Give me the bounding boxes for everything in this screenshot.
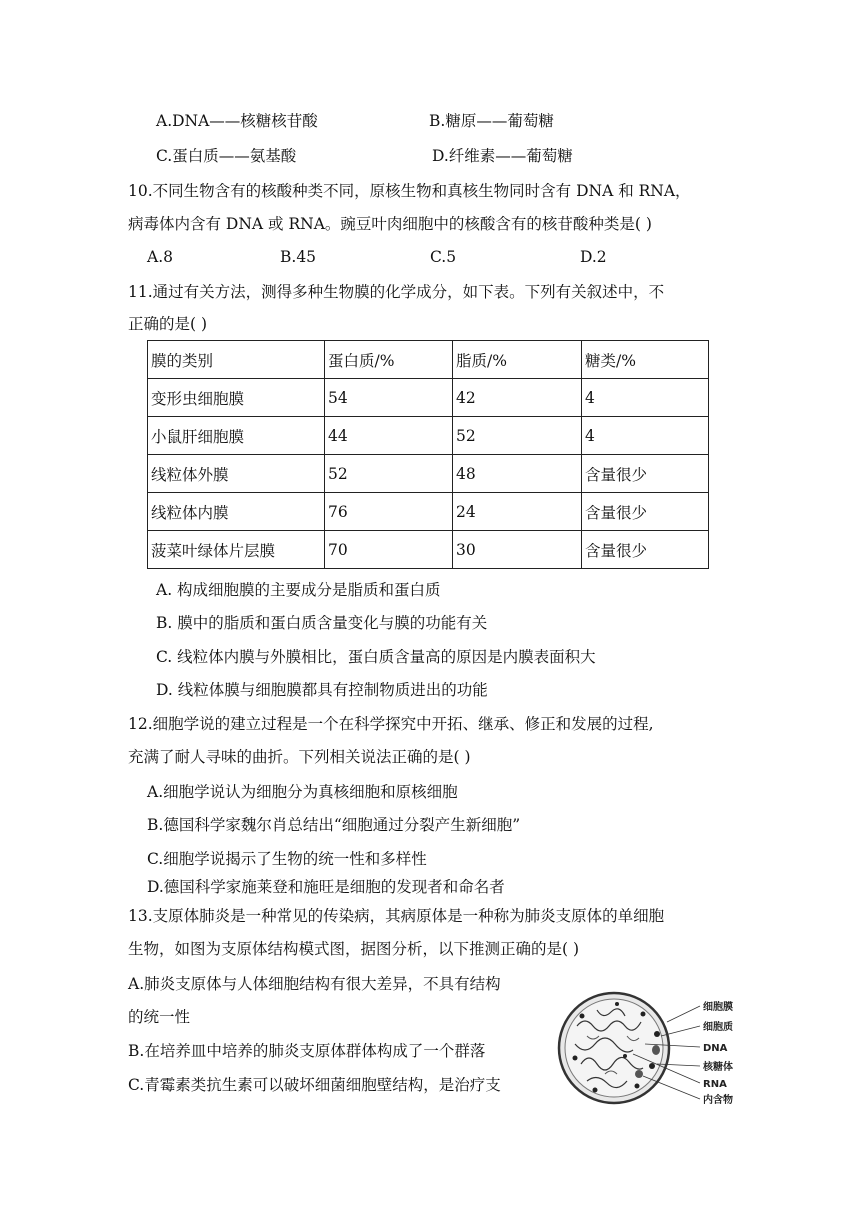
table-cell: 52 <box>325 455 453 493</box>
q10-option-a: A.8 <box>147 248 173 266</box>
label-ribosome: 核糖体 <box>703 1062 733 1073</box>
q12-stem-line2: 充满了耐人寻味的曲折。下列相关说法正确的是( ) <box>128 748 471 766</box>
table-cell: 线粒体内膜 <box>148 493 325 531</box>
label-rna: RNA <box>703 1079 727 1090</box>
table-cell: 48 <box>453 455 582 493</box>
q11-stem-line1: 11.通过有关方法，测得多种生物膜的化学成分，如下表。下列有关叙述中，不 <box>128 283 665 301</box>
table-cell: 菠菜叶绿体片层膜 <box>148 531 325 569</box>
table-cell: 52 <box>453 417 582 455</box>
q10-option-d: D.2 <box>580 248 607 266</box>
q12-option-a: A.细胞学说认为细胞分为真核细胞和原核细胞 <box>147 783 458 801</box>
table-header-cell: 脂质/% <box>453 341 582 379</box>
label-inclusion: 内含物 <box>703 1095 733 1106</box>
label-cytoplasm: 细胞质 <box>703 1022 733 1033</box>
table-header-cell: 膜的类别 <box>148 341 325 379</box>
table-header-row <box>148 341 709 379</box>
table-row <box>148 493 709 531</box>
label-dna: DNA <box>703 1043 728 1054</box>
q12-stem-line1: 12.细胞学说的建立过程是一个在科学探究中开拓、继承、修正和发展的过程, <box>128 715 654 733</box>
q10-stem-line1: 10.不同生物含有的核酸种类不同，原核生物和真核生物同时含有 DNA 和 RNA， <box>128 182 691 200</box>
table-header-cell: 蛋白质/% <box>325 341 453 379</box>
q13-stem-line2: 生物，如图为支原体结构模式图，据图分析，以下推测正确的是( ) <box>128 940 580 958</box>
q9-option-c: C.蛋白质——氨基酸 <box>156 147 297 165</box>
table-cell: 42 <box>453 379 582 417</box>
q9-option-a: A.DNA——核糖核苷酸 <box>156 112 318 130</box>
table-row <box>148 531 709 569</box>
table-cell: 70 <box>325 531 453 569</box>
q13-option-a-line1: A.肺炎支原体与人体细胞结构有很大差异，不具有结构 <box>128 975 501 993</box>
q10-stem-line2: 病毒体内含有 DNA 或 RNA。豌豆叶肉细胞中的核酸含有的核苷酸种类是( ) <box>128 215 652 233</box>
table-cell: 4 <box>582 417 709 455</box>
q10-option-b: B.45 <box>280 248 317 266</box>
table-cell: 含量很少 <box>582 531 709 569</box>
q9-option-b: B.糖原——葡萄糖 <box>429 112 554 130</box>
q13-stem-line1: 13.支原体肺炎是一种常见的传染病，其病原体是一种称为肺炎支原体的单细胞 <box>128 907 665 925</box>
q11-option-d: D. 线粒体膜与细胞膜都具有控制物质进出的功能 <box>156 681 488 699</box>
table-cell: 小鼠肝细胞膜 <box>148 417 325 455</box>
membrane-composition-table <box>147 340 709 569</box>
q12-option-b: B.德国科学家魏尔肖总结出“细胞通过分裂产生新细胞” <box>147 816 521 834</box>
table-cell: 含量很少 <box>582 493 709 531</box>
table-header-cell: 糖类/% <box>582 341 709 379</box>
table-cell: 30 <box>453 531 582 569</box>
table-cell: 54 <box>325 379 453 417</box>
table-cell: 76 <box>325 493 453 531</box>
q11-option-b: B. 膜中的脂质和蛋白质含量变化与膜的功能有关 <box>156 614 488 632</box>
q9-option-d: D.纤维素——葡萄糖 <box>432 147 573 165</box>
table-cell: 24 <box>453 493 582 531</box>
q11-option-c: C. 线粒体内膜与外膜相比，蛋白质含量高的原因是内膜表面积大 <box>156 648 596 666</box>
q13-option-b: B.在培养皿中培养的肺炎支原体群体构成了一个群落 <box>128 1042 486 1060</box>
mycoplasma-structure-figure <box>557 986 747 1111</box>
table-row <box>148 455 709 493</box>
table-cell: 线粒体外膜 <box>148 455 325 493</box>
table-cell: 含量很少 <box>582 455 709 493</box>
q13-option-a-line2: 的统一性 <box>128 1008 191 1026</box>
table-cell: 4 <box>582 379 709 417</box>
label-cell-membrane: 细胞膜 <box>703 1002 733 1013</box>
q13-option-c: C.青霉素类抗生素可以破坏细菌细胞壁结构，是治疗支 <box>128 1076 501 1094</box>
table-cell: 44 <box>325 417 453 455</box>
q12-option-c: C.细胞学说揭示了生物的统一性和多样性 <box>147 850 427 868</box>
q11-option-a: A. 构成细胞膜的主要成分是脂质和蛋白质 <box>156 581 441 599</box>
table-cell: 变形虫细胞膜 <box>148 379 325 417</box>
q10-option-c: C.5 <box>430 248 457 266</box>
q12-option-d: D.德国科学家施莱登和施旺是细胞的发现者和命名者 <box>147 878 505 896</box>
table-row <box>148 417 709 455</box>
table-row <box>148 379 709 417</box>
q11-stem-line2: 正确的是( ) <box>128 315 208 333</box>
